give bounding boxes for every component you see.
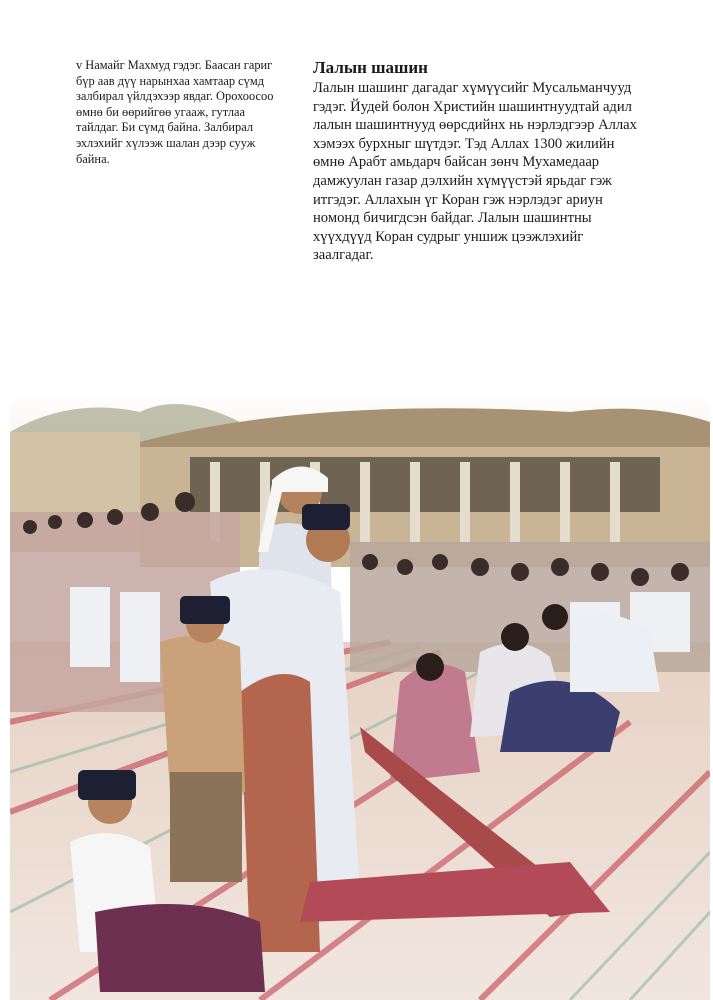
islam-section (313, 58, 643, 265)
photo-illustration (10, 392, 710, 1000)
section-title: Лалын шашин (313, 58, 428, 77)
photo-caption: v Намайг Махмуд гэдэг. Баасан гариг бүр аав дүү нарынхаа хамтаар сүмд залбирал үйлдэхээр явдаг. Орохоосоо өмнө би өөрийгөө угааж, гутлаа тайлдаг. Би сүмд байна. Залбирал эхлэхийг хүлээж шалан дээр сууж байна. (76, 58, 274, 166)
section-body: Лалын шашинг дагадаг хүмүүсийг Мусальманчууд гэдэг. Йудей болон Христийн шашинтнуудтай адил лалын шашинтнууд өөрсдийнх нь нэрлэдгээр Аллах хэмээх бурхныг шүтдэг. Тэд Аллах 1300 жилийн өмнө Арабт амьдарч байсан зөнч Мухамедаар дамжуулан газар дэлхийн хүмүүстэй ярьдаг гэж итгэдэг. Аллахын үг Коран гэж нэрлэдэг ариун номонд бичигдсэн байдаг. Лалын шашинтны хүүхдүүд Коран судрыг уншиж цээжлэхийг заалгадаг. (313, 80, 637, 264)
mosque-prayer-photo (10, 392, 710, 1000)
